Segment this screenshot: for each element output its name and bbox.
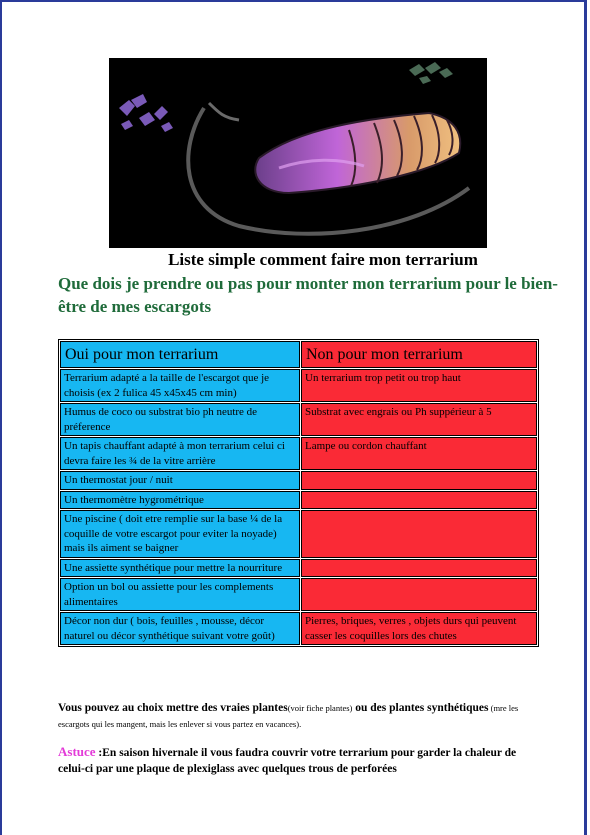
header-yes: Oui pour mon terrarium: [60, 341, 300, 368]
plants-note-small: (voir fiche plantes): [287, 703, 353, 713]
plants-note-text-a: Vous pouvez au choix mettre des vraies plantes: [58, 702, 288, 714]
table-row: [60, 471, 537, 490]
yes-cell: Décor non dur ( bois, feuilles , mousse, décor naturel ou décor synthétique suivant votre goût): [60, 612, 300, 645]
table-row: [60, 559, 537, 578]
no-cell: Un terrarium trop petit ou trop haut: [301, 369, 537, 402]
table-row: [60, 437, 537, 470]
yes-cell: Un thermomètre hygrométrique: [60, 491, 300, 510]
plants-note-text-b: ou des plantes synthétiques: [352, 702, 489, 714]
terrarium-table: [58, 339, 539, 647]
no-cell: Lampe ou cordon chauffant: [301, 437, 537, 470]
snail-illustration: [109, 58, 487, 248]
no-cell: Substrat avec engrais ou Ph suppérieur à 5: [301, 403, 537, 436]
astuce-label: Astuce: [58, 744, 96, 759]
yes-cell: Terrarium adapté a la taille de l'escargot que je choisis (ex 2 fulica 45 x45x45 cm min): [60, 369, 300, 402]
no-cell: [301, 471, 537, 490]
no-cell: [301, 559, 537, 578]
table-row: [60, 612, 537, 645]
no-cell: [301, 578, 537, 611]
table-row: [60, 491, 537, 510]
table-row: [60, 578, 537, 611]
no-cell: [301, 510, 537, 558]
yes-cell: Une piscine ( doit etre remplie sur la base ¼ de la coquille de votre escargot pour eviter la noyade) mais ils aiment se baigner: [60, 510, 300, 558]
yes-cell: Un thermostat jour / nuit: [60, 471, 300, 490]
astuce-note: [58, 744, 538, 777]
yes-cell: Un tapis chauffant adapté à mon terrarium celui ci devra faire les ¾ de la vitre arrière: [60, 437, 300, 470]
no-cell: Pierres, briques, verres , objets durs qui peuvent casser les coquilles lors des chutes: [301, 612, 537, 645]
page-subtitle: Que dois je prendre ou pas pour monter mon terrarium pour le bien-être de mes escargots: [58, 274, 558, 316]
table-row: [60, 369, 537, 402]
header-no: Non pour mon terrarium: [301, 341, 537, 368]
plants-note: [58, 700, 538, 732]
yes-cell: Une assiette synthétique pour mettre la nourriture: [60, 559, 300, 578]
table-row: [60, 403, 537, 436]
table-header-row: [60, 341, 537, 368]
page-title: Liste simple comment faire mon terrarium: [168, 250, 478, 269]
yes-cell: Option un bol ou assiette pour les complements alimentaires: [60, 578, 300, 611]
snail-shell-icon: [109, 58, 487, 248]
plants-note-small-2: (mre les escargots qui les mangent, mais les enlever si vous partez en vacances).: [58, 703, 519, 729]
no-cell: [301, 491, 537, 510]
astuce-text: :En saison hivernale il vous faudra couvrir votre terrarium pour garder la chaleur de celui-ci par une plaque de plexiglass avec quelques trous de perforées: [58, 747, 517, 775]
table-row: [60, 510, 537, 558]
yes-cell: Humus de coco ou substrat bio ph neutre de préference: [60, 403, 300, 436]
